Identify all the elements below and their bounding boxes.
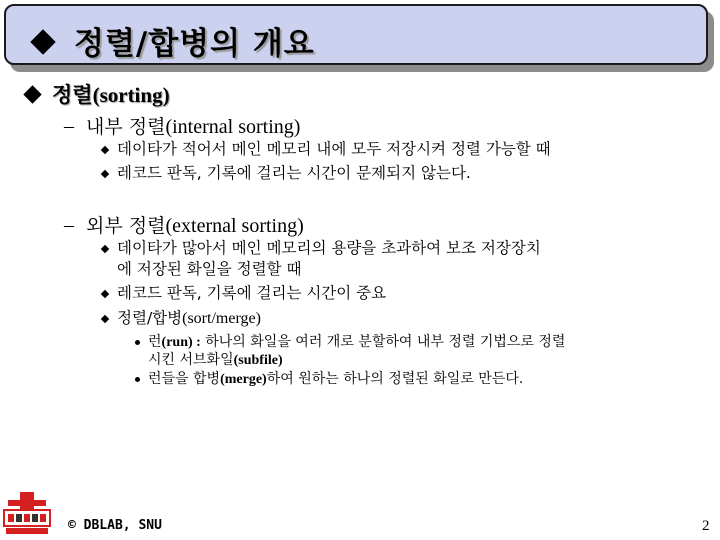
lab-logo-icon (2, 490, 52, 540)
slide-title: 정렬/합병의 개요 (74, 26, 315, 62)
run-line2-ko: 시킨 서브화일 (148, 352, 234, 368)
heading-internal-sorting (86, 112, 300, 139)
external-label-en: (external sorting) (165, 215, 304, 237)
heading-sorting (52, 79, 170, 109)
diamond-bullet-icon (30, 29, 55, 54)
merge-post: 하여 원하는 하나의 정렬된 화일로 만든다. (266, 371, 524, 387)
sub-list-item (148, 333, 565, 352)
sub-list-item (148, 370, 523, 389)
list-item (117, 309, 261, 328)
sort-merge-ko: 정렬/합병 (117, 309, 183, 327)
merge-pre: 런들을 합병 (148, 371, 221, 387)
external-label-ko: 외부 정렬 (86, 215, 166, 237)
run-ko: 런 (148, 334, 162, 350)
square-bullet-icon (101, 170, 109, 178)
sub-list-item-continuation (148, 351, 283, 370)
page-number: 2 (702, 518, 710, 534)
diamond-bullet-icon (23, 85, 41, 103)
footer-credit: © DBLAB, SNU (68, 518, 162, 533)
dot-bullet-icon (135, 377, 140, 382)
dash-bullet: – (64, 115, 74, 137)
heading-external-sorting (86, 211, 304, 238)
list-item-continuation: 에 저장된 화일을 정렬할 때 (117, 260, 302, 278)
merge-en: (merge) (220, 372, 267, 387)
dot-bullet-icon (135, 340, 140, 345)
run-rest: 하나의 화일을 여러 개로 분할하여 내부 정렬 기법으로 정렬 (200, 334, 566, 350)
run-line2-en: (subfile) (233, 353, 283, 368)
list-item: 데이타가 적어서 메인 메모리 내에 모두 저장시켜 정렬 가능할 때 (117, 140, 551, 158)
list-item: 데이타가 많아서 메인 메모리의 용량을 초과하여 보조 저장장치 (117, 239, 541, 257)
heading-sorting-ko: 정렬 (52, 83, 93, 107)
square-bullet-icon (101, 245, 109, 253)
sort-merge-en: (sort/merge) (182, 310, 261, 327)
square-bullet-icon (101, 146, 109, 154)
dash-bullet: – (64, 214, 74, 236)
list-item: 레코드 판독, 기록에 걸리는 시간이 중요 (117, 284, 387, 302)
internal-label-ko: 내부 정렬 (86, 116, 166, 138)
square-bullet-icon (101, 290, 109, 298)
list-item: 레코드 판독, 기록에 걸리는 시간이 문제되지 않는다. (117, 164, 471, 182)
title-banner (4, 4, 708, 65)
internal-label-en: (internal sorting) (165, 116, 301, 138)
run-en: (run) : (161, 335, 201, 350)
heading-sorting-en: (sorting) (92, 83, 170, 107)
square-bullet-icon (101, 315, 109, 323)
